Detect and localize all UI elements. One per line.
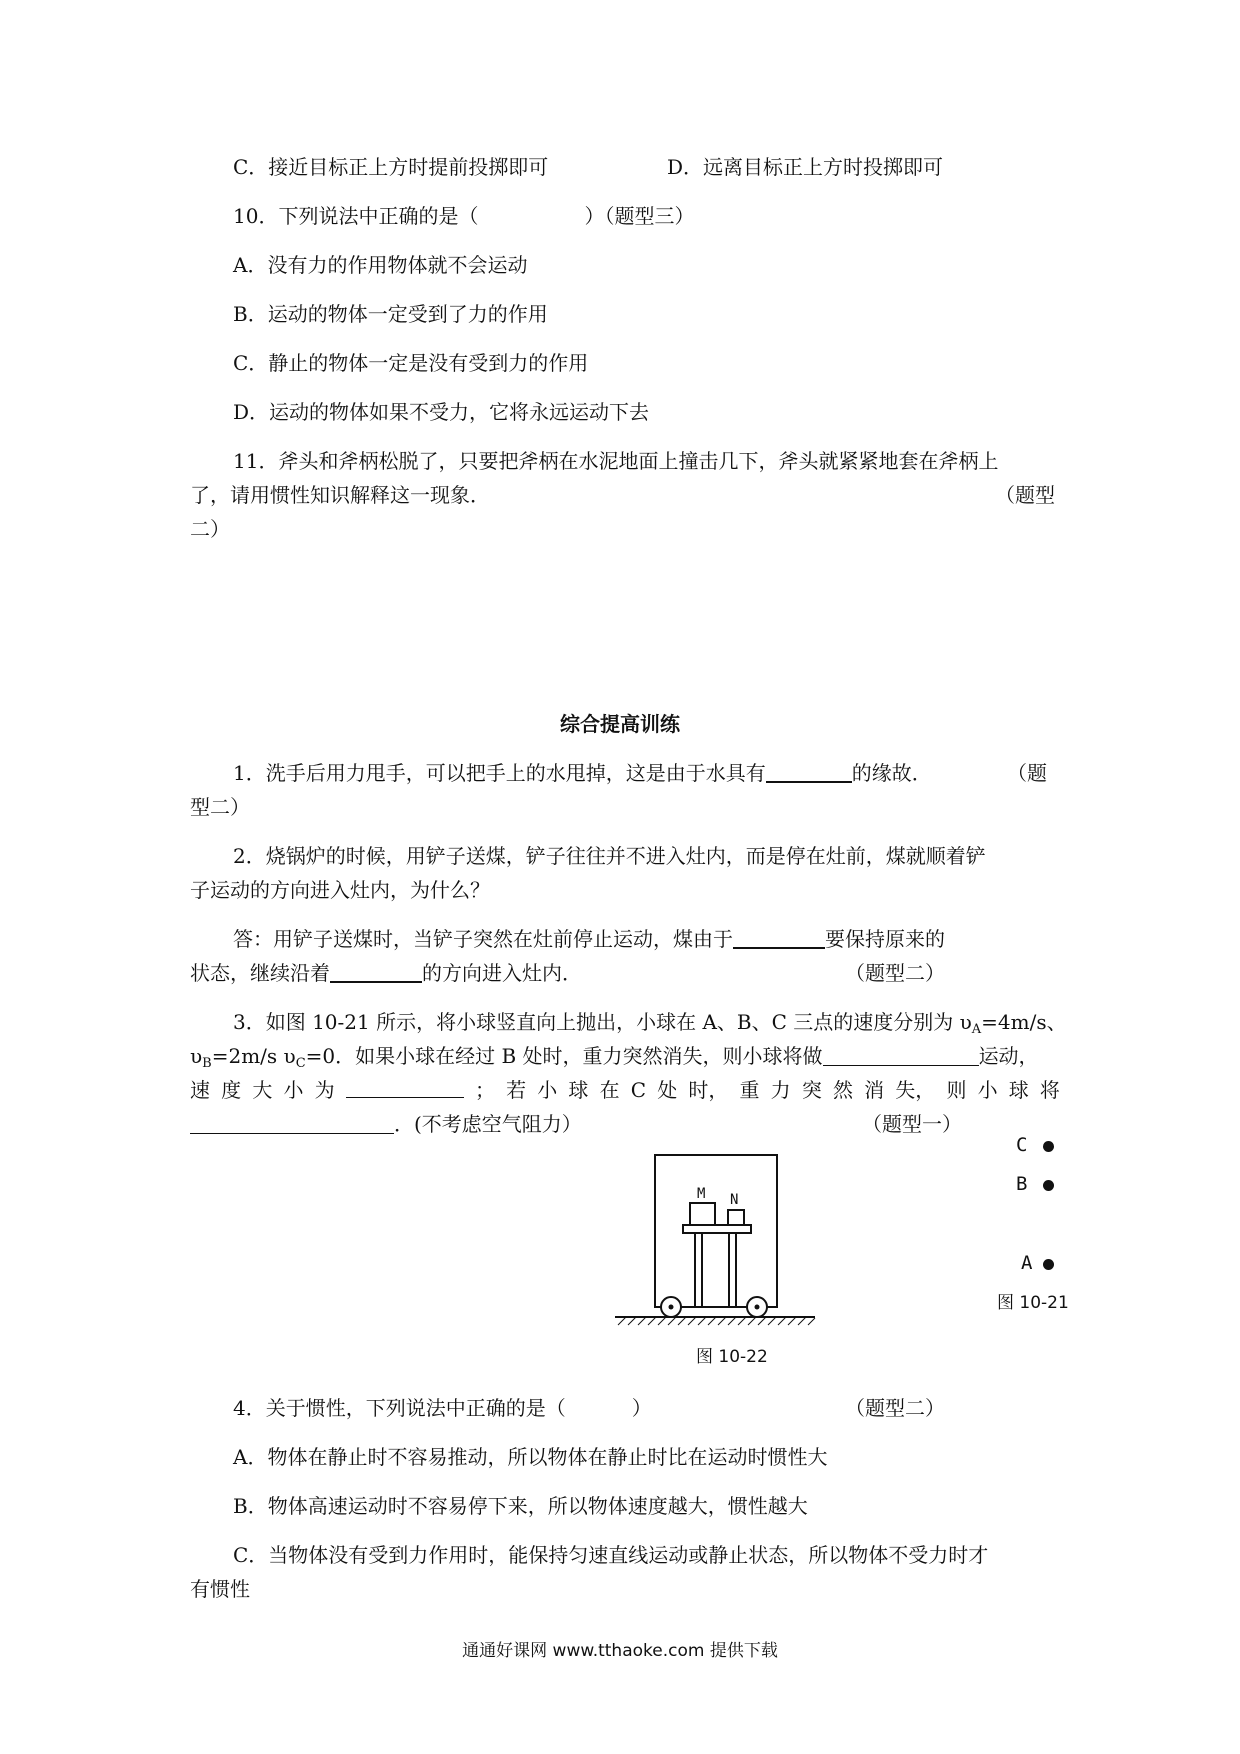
comp-q3-line2-end: 运动， bbox=[978, 1044, 1039, 1068]
comp-q2-blank-2 bbox=[330, 961, 422, 983]
comp-q3-word: 将 bbox=[1039, 1078, 1060, 1102]
comp-q1-text-end: 的缘故． bbox=[851, 761, 932, 785]
comp-q3-word: 失， bbox=[895, 1078, 936, 1102]
comp-q3-line4 bbox=[190, 1111, 582, 1137]
point-c-label: C bbox=[1016, 1134, 1028, 1156]
comp-q3-word: 速 bbox=[190, 1078, 210, 1102]
comp-q3-word: C bbox=[630, 1078, 647, 1102]
comp-q4-tag: （题型二） bbox=[845, 1396, 945, 1420]
q10-option-c: C．静止的物体一定是没有受到力的作用 bbox=[233, 351, 589, 375]
comp-q3-word: 在 bbox=[599, 1078, 620, 1102]
comp-q3-line2 bbox=[190, 1043, 1039, 1077]
comp-q2-answer2-text-end: 的方向进入灶内． bbox=[422, 961, 582, 985]
comp-q3-word: 突 bbox=[801, 1078, 822, 1102]
comp-q3-word: 处 bbox=[657, 1078, 678, 1102]
comp-q3-line2-text: =2m/s υ bbox=[211, 1044, 296, 1068]
wheel-left-hub bbox=[669, 1305, 674, 1310]
q11-line1: 11．斧头和斧柄松脱了，只要把斧柄在水泥地面上撞击几下，斧头就紧紧地套在斧柄上 bbox=[233, 449, 999, 473]
comp-q3-word: 然 bbox=[832, 1078, 853, 1102]
comp-q2-answer-text-end: 要保持原来的 bbox=[825, 927, 945, 951]
q10-option-b: B．运动的物体一定受到了力的作用 bbox=[233, 302, 548, 326]
cart-body bbox=[655, 1155, 777, 1307]
comp-q3-word: 时， bbox=[688, 1078, 729, 1102]
q11-line3: 二） bbox=[190, 517, 230, 541]
comp-q2-tag: （题型二） bbox=[845, 961, 945, 985]
wheel-right-hub bbox=[755, 1305, 760, 1310]
table-top bbox=[683, 1225, 751, 1233]
comp-q1-blank bbox=[766, 761, 852, 783]
comp-q4-option-c-line1: C．当物体没有受到力作用时，能保持匀速直线运动或静止状态，所以物体不受力时才 bbox=[233, 1543, 989, 1567]
comp-q3-word: 重 bbox=[739, 1078, 760, 1102]
velocity-subscript-c: C bbox=[295, 1056, 306, 1071]
comp-q2-answer-line1 bbox=[233, 926, 945, 952]
comp-q3-word: 则 bbox=[946, 1078, 967, 1102]
comp-q3-word: 小 bbox=[537, 1078, 558, 1102]
comp-q1-text: 1．洗手后用力甩手，可以把手上的水甩掉，这是由于水具有 bbox=[233, 761, 766, 785]
comp-q3-line4-text: ．(不考虑空气阻力） bbox=[394, 1112, 582, 1136]
comp-q4-stem-close: ） bbox=[631, 1396, 652, 1420]
point-b-dot bbox=[1043, 1180, 1054, 1191]
velocity-symbol: υ bbox=[190, 1044, 203, 1068]
point-a-dot bbox=[1043, 1259, 1054, 1270]
q10-option-d: D．运动的物体如果不受力，它将永远运动下去 bbox=[233, 400, 650, 424]
ground-hatching bbox=[618, 1317, 815, 1325]
page-footer: 通通好课网 www.tthaoke.com 提供下载 bbox=[462, 1641, 778, 1661]
figure-10-22 bbox=[600, 1148, 840, 1348]
q11-line2: 了，请用惯性知识解释这一现象． bbox=[190, 483, 490, 507]
comp-q3-line2-text-b: =0．如果小球在经过 B 处时，重力突然消失，则小球将做 bbox=[305, 1044, 823, 1068]
block-m-label: M bbox=[697, 1186, 706, 1202]
comp-q3-line1-text: 3．如图 10-21 所示，将小球竖直向上抛出，小球在 A、B、C 三点的速度分别为 υ bbox=[233, 1010, 972, 1034]
comp-q3-word: 大 bbox=[252, 1078, 273, 1102]
q10-stem-text: 10．下列说法中正确的是（ bbox=[233, 204, 479, 228]
comp-q2-answer-line2 bbox=[190, 960, 582, 986]
comp-q3-word: 小 bbox=[283, 1078, 304, 1102]
comp-q3-blank-3 bbox=[190, 1113, 394, 1134]
comp-q3-line1 bbox=[233, 1009, 1067, 1043]
comp-q4-option-c-line2: 有惯性 bbox=[190, 1577, 250, 1601]
comp-q3-word: 为 bbox=[314, 1078, 335, 1102]
table-leg-right bbox=[729, 1233, 736, 1307]
point-b-label: B bbox=[1016, 1173, 1028, 1195]
velocity-subscript-b: B bbox=[202, 1056, 212, 1071]
comp-q1-line2: 型二） bbox=[190, 795, 250, 819]
table-leg-left bbox=[695, 1233, 702, 1307]
comp-q3-word: 若 bbox=[506, 1078, 527, 1102]
comp-q4-stem bbox=[233, 1395, 652, 1421]
comp-q3-word: 球 bbox=[1008, 1078, 1029, 1102]
point-c-dot bbox=[1043, 1141, 1054, 1152]
block-n-label: N bbox=[730, 1192, 739, 1208]
comp-q3-word: 小 bbox=[977, 1078, 998, 1102]
comp-q3-word: 消 bbox=[864, 1078, 885, 1102]
comp-q3-word: 度 bbox=[221, 1078, 242, 1102]
q10-option-a: A．没有力的作用物体就不会运动 bbox=[233, 253, 528, 277]
comp-q3-blank-1 bbox=[823, 1045, 979, 1066]
comp-q3-line3 bbox=[190, 1077, 1060, 1103]
q9-option-d: D．远离目标正上方时投掷即可 bbox=[667, 155, 944, 179]
comp-q3-word: 球 bbox=[568, 1078, 589, 1102]
comp-q4-stem-text: 4．关于惯性，下列说法中正确的是（ bbox=[233, 1396, 566, 1420]
comp-q3-word: 力 bbox=[770, 1078, 791, 1102]
velocity-subscript-a: A bbox=[971, 1022, 982, 1037]
comp-q3-tag: （题型一） bbox=[862, 1112, 962, 1136]
comp-q3-line1-end: =4m/s、 bbox=[981, 1010, 1067, 1034]
section-title: 综合提高训练 bbox=[560, 712, 680, 736]
comp-q1-tag: （题 bbox=[1007, 761, 1047, 785]
q10-stem-tag: ）（题型三） bbox=[584, 204, 695, 228]
point-a-label: A bbox=[1021, 1252, 1033, 1274]
comp-q3-word: ； bbox=[474, 1078, 495, 1102]
figure-10-22-caption: 图 10-22 bbox=[696, 1347, 768, 1367]
comp-q2-line2: 子运动的方向进入灶内，为什么？ bbox=[190, 878, 490, 902]
q10-stem bbox=[233, 203, 694, 229]
comp-q2-answer-text: 答：用铲子送煤时，当铲子突然在灶前停止运动，煤由于 bbox=[233, 927, 733, 951]
figure-10-21-caption: 图 10-21 bbox=[997, 1293, 1069, 1313]
comp-q2-line1: 2．烧锅炉的时候，用铲子送煤，铲子往往并不进入灶内，而是停在灶前，煤就顺着铲 bbox=[233, 844, 986, 868]
comp-q2-answer2-text: 状态，继续沿着 bbox=[190, 961, 330, 985]
comp-q1-line1 bbox=[233, 760, 932, 786]
comp-q2-blank-1 bbox=[733, 927, 825, 949]
comp-q4-option-a: A．物体在静止时不容易推动，所以物体在静止时比在运动时惯性大 bbox=[233, 1445, 828, 1469]
comp-q4-option-b: B．物体高速运动时不容易停下来，所以物体速度越大，惯性越大 bbox=[233, 1494, 808, 1518]
comp-q3-blank-2 bbox=[346, 1077, 464, 1098]
q9-option-c: C．接近目标正上方时提前投掷即可 bbox=[233, 155, 549, 179]
q11-tag: （题型 bbox=[995, 483, 1055, 507]
